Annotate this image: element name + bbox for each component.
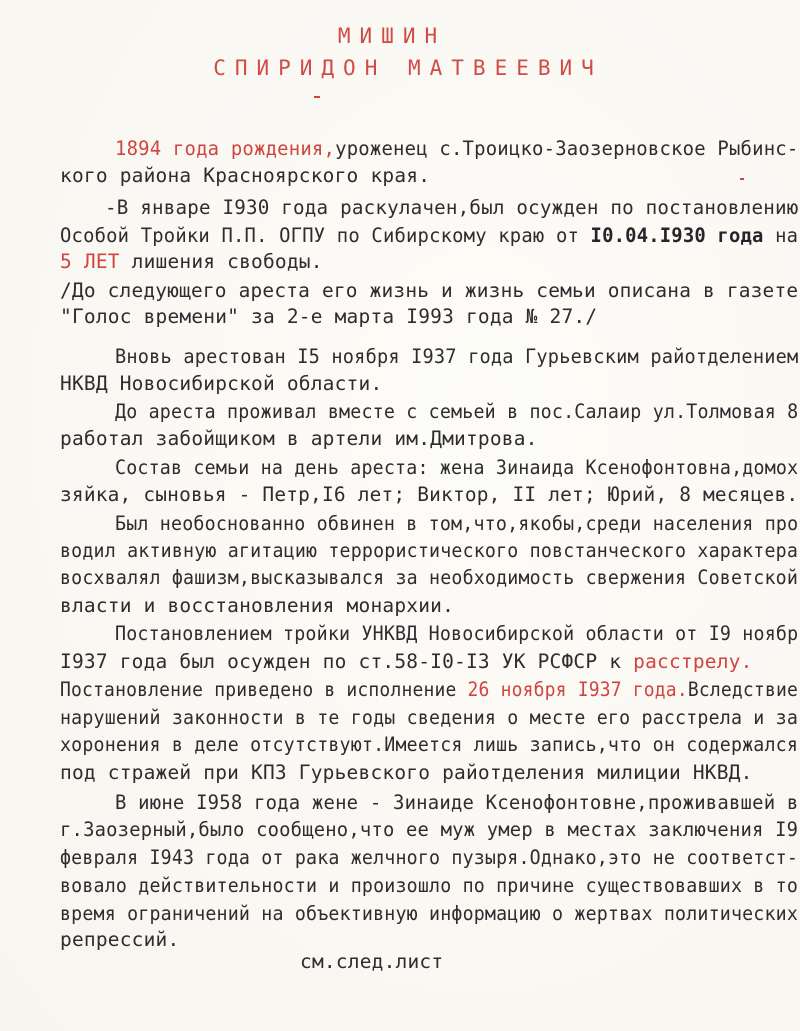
name-heading: СПИРИДОН МАТВЕЕВИЧ	[213, 56, 603, 80]
text-line-23: под стражей при КПЗ Гурьевского райотделения милиции НКВД.	[60, 761, 753, 784]
text-line-4	[60, 224, 798, 248]
text-line-14: Был необоснованно обвинен в том,что,якобы,среди населения про	[115, 512, 799, 535]
sentence-text-end: на	[763, 224, 799, 247]
text-line-6: /До следующего ареста его жизнь и жизнь семьи описана в газете	[60, 279, 799, 302]
surname-heading: МИШИН	[337, 24, 447, 48]
text-line-9: НКВД Новосибирской области.	[60, 372, 383, 395]
execution-text: Постановление приведено в исполнение	[60, 678, 468, 701]
sentence-term-text: 5 ЛЕТ	[60, 250, 120, 273]
text-line-24: В июне I958 года жене - Зинаиде Ксенофонтовне,проживавшей в	[115, 791, 799, 814]
birth-year-text: 18⁠94 года рождения,	[115, 137, 336, 160]
text-line-7: "Голос времени" за 2-е марта I993 года № 27./	[60, 305, 598, 328]
sentence-date-text: I0.04.I930 года	[590, 224, 764, 247]
sentence-term-rest: лишения свободы.	[119, 250, 323, 273]
text-line-11: работал забойщиком в артели им.Дмитрова.	[60, 427, 538, 450]
text-line-28: время ограничений на объективную информацию о жертвах политических	[60, 902, 799, 925]
sentence-text: Особой Тройки П.П. ОГПУ по Сибирскому краю от	[60, 224, 591, 247]
text-line-25: г.Заозерный,было сообщено,что ее муж умер в местах заключения I9	[60, 818, 799, 841]
verdict-text: I937 года был осужден по ст.58-I0-I3 УК РСФСР к	[60, 650, 634, 673]
text-line-13: зяйка, сыновья - Петр,I6 лет; Виктор, II лет; Юрий, 8 месяцев.	[60, 483, 799, 506]
execution-date-text: 26 ноября I937 года.	[467, 678, 688, 701]
text-line-18: Постановлением тройки УНКВД Новосибирской области от I9 ноябр	[115, 622, 799, 645]
text-line-21: нарушений законности в те годы сведения о месте его расстрела и за	[60, 706, 799, 729]
birthplace-text: уроженец с.Троицко-Заозерновское Рыбинс-	[335, 137, 799, 160]
text-line-5	[60, 250, 323, 274]
ink-mark	[314, 96, 320, 98]
ink-mark	[740, 178, 744, 180]
text-line-2: кого района Красноярского края.	[60, 164, 431, 187]
text-line-20	[60, 678, 798, 702]
text-line-3: -В январе I930 года раскулачен,был осужден по постановлению	[105, 196, 799, 219]
execution-text-end: Вследствие	[687, 678, 798, 701]
verdict-red-text: расстрелу.	[633, 650, 753, 673]
continued-note: см.след.лист	[300, 950, 444, 973]
text-line-10: До ареста проживал вместе с семьей в пос.Салаир ул.Толмовая 8	[115, 400, 799, 423]
text-line-19	[60, 650, 753, 674]
text-line-12: Состав семьи на день ареста: жена Зинаида Ксенофонтовна,домох	[115, 456, 799, 479]
text-line-8: Вновь арестован I5 ноября I937 года Гурьевским райотделением	[115, 345, 799, 368]
text-line-26: февраля I943 года от рака желчного пузыря.Однако,это не соответст-	[60, 846, 799, 869]
text-line-16: восхвалял фашизм,высказывался за необходимость свержения Советской	[60, 566, 799, 589]
text-line-29: репрессий.	[60, 928, 180, 951]
text-line-27: вовало действительности и произошло по причине существовавших в то	[60, 874, 799, 897]
text-line-1	[115, 137, 798, 161]
text-line-22: хоронения в деле отсутствуют.Имеется лишь запись,что он содержался	[60, 733, 799, 756]
text-line-15: водил активную агитацию террористического повстанческого характера	[60, 539, 799, 562]
text-line-17: власти и восстановления монархии.	[60, 594, 455, 617]
